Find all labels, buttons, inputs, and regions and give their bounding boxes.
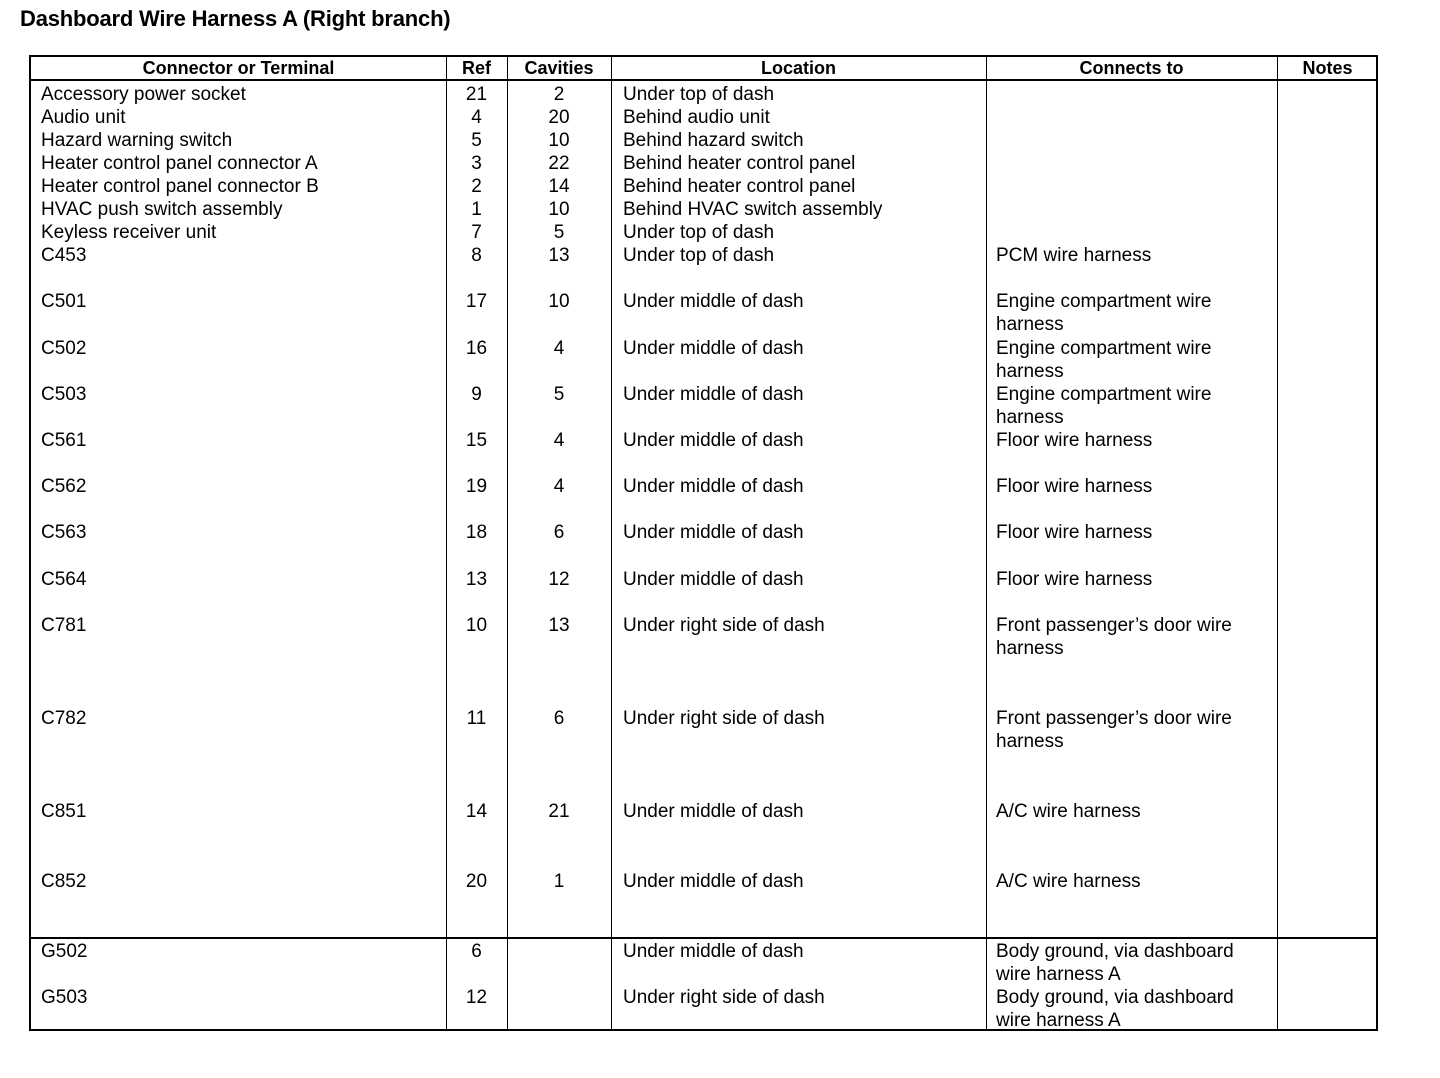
cell-location: Under right side of dash [623,708,825,729]
cell-ref: 15 [465,430,488,451]
cell-cavities: 6 [553,522,565,543]
column-divider [1277,57,1278,1029]
cell-ref: 6 [471,941,482,962]
cell-connects-to: A/C wire harness [996,871,1141,892]
cell-ref: 4 [471,107,482,128]
column-header-notes: Notes [1302,58,1353,78]
cell-connector: Heater control panel connector B [41,176,319,197]
page-title: Dashboard Wire Harness A (Right branch) [20,6,451,31]
column-header-location: Location [761,58,836,78]
column-header-ref: Ref [461,58,491,78]
cell-location: Behind audio unit [623,107,770,128]
cell-ref: 21 [465,84,488,105]
cell-ref: 2 [471,176,482,197]
cell-connector: C503 [41,384,87,405]
cell-ref: 17 [465,291,488,312]
cell-location: Under middle of dash [623,476,804,497]
cell-ref: 3 [471,153,482,174]
cell-ref: 12 [465,987,488,1008]
cell-cavities: 12 [548,569,570,590]
cell-location: Under middle of dash [623,522,804,543]
cell-connects-to: Front passenger’s door wire harness [996,615,1232,659]
cell-connects-to: Engine compartment wire harness [996,291,1212,335]
cell-location: Under middle of dash [623,291,804,312]
cell-cavities: 14 [548,176,570,197]
cell-cavities: 13 [548,615,570,636]
cell-cavities: 10 [548,199,570,220]
cell-ref: 1 [471,199,482,220]
cell-connects-to: Body ground, via dashboard wire harness A [996,941,1234,985]
column-header-connector: Connector or Terminal [142,58,335,78]
cell-cavities: 4 [553,338,565,359]
cell-connects-to: Floor wire harness [996,522,1153,543]
cell-connector: G502 [41,941,88,962]
cell-connector: C562 [41,476,87,497]
cell-ref: 5 [471,130,482,151]
cell-location: Under middle of dash [623,801,804,822]
cell-connector: G503 [41,987,88,1008]
cell-cavities: 13 [548,245,570,266]
cell-ref: 11 [466,708,487,729]
cell-ref: 9 [471,384,482,405]
cell-ref: 8 [471,245,482,266]
cell-connector: Audio unit [41,107,126,128]
cell-connects-to: Floor wire harness [996,430,1153,451]
cell-connector: HVAC push switch assembly [41,199,283,220]
cell-cavities: 4 [553,476,565,497]
cell-ref: 10 [465,615,488,636]
cell-ref: 18 [465,522,488,543]
cell-cavities: 2 [553,84,565,105]
cell-location: Under middle of dash [623,871,804,892]
cell-ref: 7 [471,222,482,243]
cell-ref: 20 [465,871,488,892]
cell-connects-to: Floor wire harness [996,476,1153,497]
cell-connects-to: PCM wire harness [996,245,1152,266]
cell-location: Behind HVAC switch assembly [623,199,883,220]
cell-connector: C564 [41,569,87,590]
cell-ref: 19 [465,476,488,497]
section-divider [31,937,1376,939]
cell-connects-to: Body ground, via dashboard wire harness A [996,987,1234,1031]
cell-location: Under middle of dash [623,941,804,962]
cell-connector: C561 [41,430,87,451]
cell-cavities: 10 [548,130,570,151]
cell-connector: C501 [41,291,87,312]
cell-cavities: 4 [553,430,565,451]
cell-connector: C502 [41,338,87,359]
cell-connector: C781 [41,615,87,636]
cell-ref: 14 [465,801,488,822]
cell-location: Behind heater control panel [623,153,856,174]
cell-location: Under top of dash [623,222,775,243]
cell-connector: Accessory power socket [41,84,246,105]
cell-cavities: 22 [548,153,570,174]
cell-connector: Keyless receiver unit [41,222,217,243]
cell-location: Under middle of dash [623,569,804,590]
cell-connector: C852 [41,871,87,892]
cell-connects-to: Engine compartment wire harness [996,338,1212,382]
cell-cavities: 6 [553,708,565,729]
cell-location: Under middle of dash [623,338,804,359]
cell-location: Under right side of dash [623,615,825,636]
cell-location: Behind hazard switch [623,130,804,151]
cell-cavities: 10 [548,291,570,312]
cell-connects-to: Engine compartment wire harness [996,384,1212,428]
column-header-connects-to: Connects to [1079,58,1184,78]
cell-ref: 16 [465,338,488,359]
cell-cavities: 5 [553,384,565,405]
cell-connects-to: Floor wire harness [996,569,1153,590]
cell-connector: C563 [41,522,87,543]
connector-table [29,55,1378,1031]
cell-connector: C782 [41,708,87,729]
cell-connects-to: A/C wire harness [996,801,1141,822]
cell-connects-to: Front passenger’s door wire harness [996,708,1232,752]
cell-connector: C453 [41,245,87,266]
cell-connector: Heater control panel connector A [41,153,318,174]
cell-location: Under middle of dash [623,384,804,405]
column-divider [611,57,612,1029]
cell-cavities: 20 [548,107,570,128]
cell-location: Behind heater control panel [623,176,856,197]
cell-cavities: 21 [548,801,570,822]
cell-location: Under middle of dash [623,430,804,451]
cell-location: Under top of dash [623,245,775,266]
cell-cavities: 5 [553,222,565,243]
cell-connector: C851 [41,801,87,822]
cell-location: Under top of dash [623,84,775,105]
cell-location: Under right side of dash [623,987,825,1008]
cell-cavities: 1 [553,871,565,892]
cell-connector: Hazard warning switch [41,130,233,151]
column-divider [986,57,987,1029]
cell-ref: 13 [465,569,488,590]
column-header-cavities: Cavities [524,58,594,78]
